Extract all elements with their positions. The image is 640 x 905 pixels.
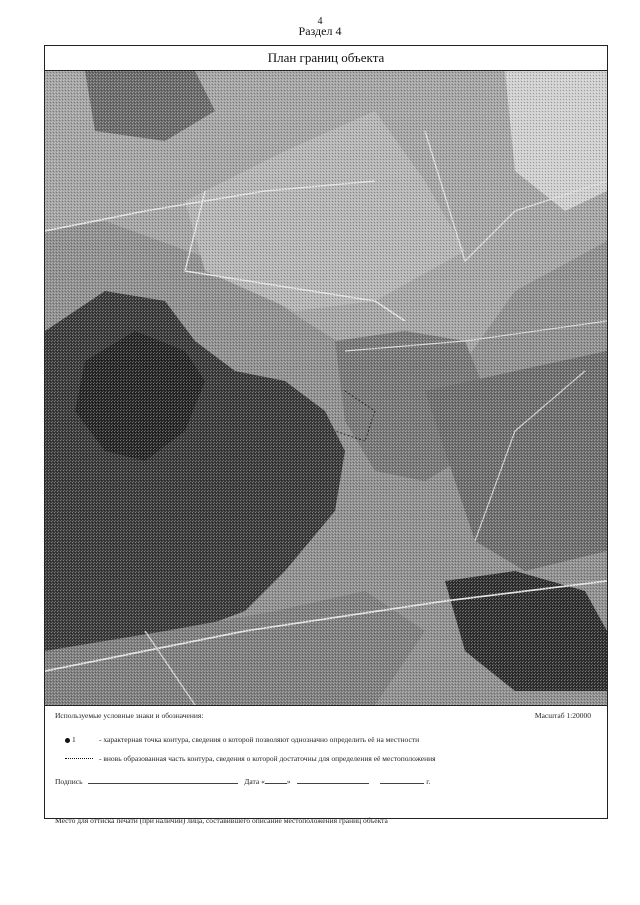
signature-label: Подпись (55, 777, 83, 786)
legend (45, 711, 607, 825)
point-description: - характерная точка контура, сведения о которой позволяют однозначно определить её на местности (99, 735, 420, 744)
date-label: Дата (244, 777, 260, 786)
aerial-photo (45, 71, 607, 705)
year-suffix: г. (426, 777, 431, 786)
signature-row (55, 777, 597, 786)
aerial-map (45, 71, 607, 706)
point-dot-icon (65, 738, 70, 743)
point-number: 1 (72, 735, 76, 744)
month-blank[interactable] (297, 777, 369, 784)
quote-close: » (286, 777, 291, 786)
legend-item-point (55, 735, 597, 744)
legend-item-contour (55, 754, 597, 763)
quote-open: « (261, 777, 265, 786)
contour-description: - вновь образованная часть контура, сведения о которой достаточны для определения её местоположения (99, 754, 436, 763)
legend-caption: Используемые условные знаки и обозначения: (55, 711, 204, 720)
map-scale: Масштаб 1:20000 (534, 711, 591, 720)
page-number: 4 (317, 16, 323, 27)
year-blank[interactable] (380, 777, 424, 784)
plan-title: План границ объекта (45, 46, 607, 71)
plan-frame (44, 45, 608, 825)
day-blank[interactable] (265, 777, 287, 784)
contour-symbol (65, 754, 95, 759)
signature-blank[interactable] (88, 777, 238, 784)
stamp-place: Место для оттиска печати (при наличии) лица, составившего описание местоположения границ объекта (55, 816, 388, 825)
dotted-line-icon (65, 758, 93, 759)
section-title: Раздел 4 (298, 24, 342, 38)
point-symbol (65, 735, 95, 744)
